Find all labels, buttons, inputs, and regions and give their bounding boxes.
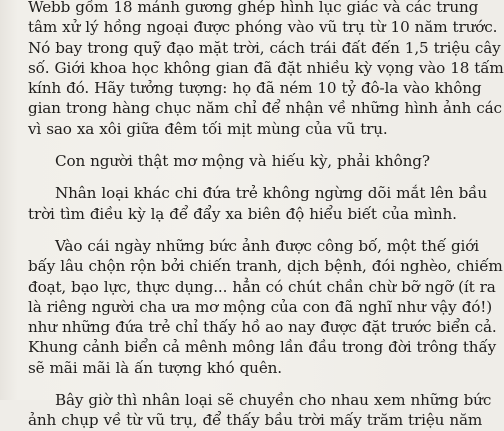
- text-line: kính đó. Hãy tưởng tượng: họ đã ném 10 tỷ đô-la vào không: [28, 79, 482, 98]
- page-text: [28, 0, 504, 431]
- text-line: trời tìm điều kỳ lạ để đẩy xa biên độ hiểu biết của mình.: [28, 204, 457, 223]
- text-line: đoạt, bạo lực, thực dụng... hẳn có chút chần chừ bỡ ngỡ (ít ra: [28, 277, 496, 296]
- text-line: Nhân loại khác chi đứa trẻ không ngừng dõi mắt lên bầu: [55, 184, 487, 203]
- text-line: Nó bay trong quỹ đạo mặt trời, cách trái đất đến 1,5 triệu cây: [28, 38, 501, 57]
- text-line: số. Giới khoa học không gian đã đặt nhiều kỳ vọng vào 18 tấm: [28, 58, 504, 77]
- text-line: Khung cảnh biển cả mênh mông lần đầu trong đời trông thấy: [28, 338, 497, 357]
- paragraph-4: [28, 236, 503, 378]
- paragraph-2: [28, 151, 430, 171]
- text-line: Con người thật mơ mộng và hiếu kỳ, phải không?: [55, 152, 430, 171]
- text-line: gian trong hàng chục năm chỉ để nhận về những hình ảnh các: [28, 99, 502, 118]
- text-line: ảnh chụp về từ vũ trụ, để thấy bầu trời mấy trăm triệu năm: [28, 411, 483, 430]
- text-line: Vào cái ngày những bức ảnh được công bố, một thế giới: [55, 236, 479, 255]
- paragraph-1: [28, 0, 504, 139]
- paragraph-3: [28, 183, 487, 224]
- text-line: bấy lâu chộn rộn bởi chiến tranh, dịch bệnh, đói nghèo, chiếm: [28, 257, 503, 276]
- text-line: tâm xử lý hồng ngoại được phóng vào vũ trụ từ 10 năm trước.: [28, 18, 498, 37]
- paragraph-5: [28, 390, 492, 431]
- text-line: sẽ mãi mãi là ấn tượng khó quên.: [28, 358, 282, 377]
- text-line: Bây giờ thì nhân loại sẽ chuyền cho nhau xem những bức: [55, 391, 492, 410]
- text-line: là riêng người cha ưa mơ mộng của con đã nghĩ như vậy đó!): [28, 297, 492, 316]
- text-line: vì sao xa xôi giữa đêm tối mịt mùng của vũ trụ.: [28, 119, 388, 138]
- text-line: như những đứa trẻ chỉ thấy hồ ao nay được đặt trước biển cả.: [28, 318, 497, 337]
- text-line: Webb gồm 18 mảnh gương ghép hình lục giác và các trung: [28, 0, 479, 16]
